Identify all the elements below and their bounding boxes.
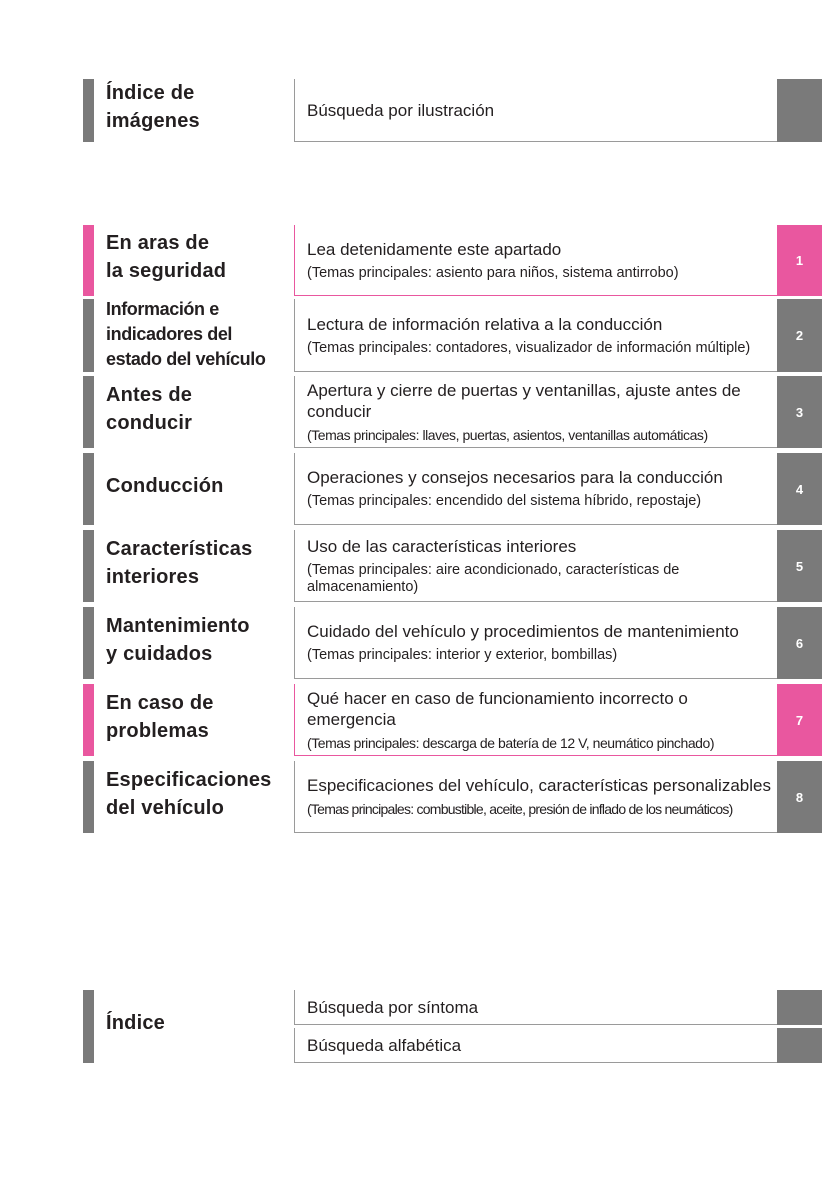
chapter-number: 4 bbox=[795, 481, 804, 497]
section-bar bbox=[83, 299, 94, 372]
chapter-description: Cuidado del vehículo y procedimientos de mantenimiento bbox=[307, 622, 739, 641]
chapter-description-box[interactable] bbox=[294, 530, 777, 602]
chapter-tab[interactable] bbox=[777, 684, 822, 756]
chapter-description: Qué hacer en caso de funcionamiento incorrecto o emergencia bbox=[307, 688, 688, 729]
link-text: Búsqueda por ilustración bbox=[307, 101, 495, 120]
title-line: problemas bbox=[106, 720, 209, 742]
chapter-number: 3 bbox=[795, 404, 804, 420]
chapter-tab[interactable] bbox=[777, 376, 822, 448]
chapter-description: Lea detenidamente este apartado bbox=[307, 239, 562, 259]
title-line: indicadores del bbox=[106, 323, 233, 344]
chapter-tab[interactable] bbox=[777, 530, 822, 602]
chapter-title[interactable] bbox=[106, 607, 291, 673]
section-bar bbox=[83, 684, 94, 756]
title-line: imágenes bbox=[106, 110, 200, 132]
chapter-topics: (Temas principales: contadores, visualizador de información múltiple) bbox=[307, 339, 751, 356]
chapter-description-box[interactable] bbox=[294, 453, 777, 525]
section-bar bbox=[83, 761, 94, 833]
title-line: Información e bbox=[106, 298, 219, 319]
chapter-number: 8 bbox=[795, 789, 804, 805]
chapter-tab[interactable] bbox=[777, 761, 822, 833]
chapter-topics: (Temas principales: interior y exterior, bombillas) bbox=[307, 647, 618, 663]
chapter-description: Operaciones y consejos necesarios para la conducción bbox=[307, 468, 723, 487]
chapter-tab[interactable] bbox=[777, 299, 822, 372]
chapter-title[interactable] bbox=[106, 296, 291, 372]
title-line: Antes de bbox=[106, 384, 193, 406]
chapter-title[interactable] bbox=[106, 376, 291, 442]
title-line: Conducción bbox=[106, 475, 224, 497]
chapter-title[interactable] bbox=[106, 225, 291, 289]
section-bar bbox=[83, 376, 94, 448]
index-tab-alphabetic[interactable] bbox=[777, 1028, 822, 1063]
chapter-number: 1 bbox=[795, 253, 804, 268]
title-line: la seguridad bbox=[106, 260, 227, 282]
chapter-topics: (Temas principales: aire acondicionado, características de almacenamiento) bbox=[307, 561, 680, 595]
title-line: Mantenimiento bbox=[106, 615, 250, 637]
chapter-topics: (Temas principales: encendido del sistema híbrido, repostaje) bbox=[307, 493, 702, 509]
title-line: estado del vehículo bbox=[106, 348, 266, 369]
chapter-number: 5 bbox=[795, 558, 804, 574]
chapter-title[interactable] bbox=[106, 453, 291, 519]
link-text: Búsqueda por síntoma bbox=[307, 997, 479, 1017]
chapter-number: 7 bbox=[795, 712, 804, 728]
chapter-tab[interactable] bbox=[777, 453, 822, 525]
index-tab-symptom[interactable] bbox=[777, 990, 822, 1025]
chapter-description: Apertura y cierre de puertas y ventanillas, ajuste antes de conducir bbox=[307, 380, 741, 421]
index-link-alphabetic[interactable] bbox=[294, 1028, 777, 1063]
chapter-topics: (Temas principales: descarga de batería de 12 V, neumático pinchado) bbox=[307, 734, 715, 751]
section-bar bbox=[83, 607, 94, 679]
chapter-description: Lectura de información relativa a la conducción bbox=[307, 314, 663, 334]
title-line: conducir bbox=[106, 412, 193, 434]
section-bar bbox=[83, 990, 94, 1063]
image-index-link[interactable] bbox=[294, 79, 777, 142]
chapter-description-box[interactable] bbox=[294, 225, 777, 296]
section-bar bbox=[83, 453, 94, 525]
chapter-title[interactable] bbox=[106, 530, 291, 596]
chapter-number: 6 bbox=[795, 635, 804, 651]
title-line: Índice bbox=[106, 1012, 165, 1034]
title-line: Características bbox=[106, 538, 253, 560]
image-index-tab[interactable] bbox=[777, 79, 822, 142]
title-line: En aras de bbox=[106, 232, 210, 254]
section-bar bbox=[83, 225, 94, 296]
title-line: interiores bbox=[106, 566, 200, 588]
title-line: y cuidados bbox=[106, 643, 213, 665]
chapter-description-box[interactable] bbox=[294, 376, 777, 448]
index-link-symptom[interactable] bbox=[294, 990, 777, 1025]
chapter-tab[interactable] bbox=[777, 225, 822, 296]
index-title bbox=[106, 990, 291, 1056]
title-line: Especificaciones bbox=[106, 769, 272, 791]
title-line: En caso de bbox=[106, 692, 214, 714]
link-text: Búsqueda alfabética bbox=[307, 1035, 462, 1055]
image-index-title bbox=[106, 79, 291, 135]
chapter-title[interactable] bbox=[106, 684, 291, 750]
chapter-tab[interactable] bbox=[777, 607, 822, 679]
section-bar bbox=[83, 79, 94, 142]
chapter-topics: (Temas principales: combustible, aceite, presión de inflado de los neumáticos) bbox=[307, 801, 733, 817]
chapter-description: Uso de las características interiores bbox=[307, 536, 577, 556]
chapter-number: 2 bbox=[795, 328, 804, 343]
chapter-topics: (Temas principales: asiento para niños, sistema antirrobo) bbox=[307, 264, 679, 281]
chapter-description-box[interactable] bbox=[294, 299, 777, 372]
section-bar bbox=[83, 530, 94, 602]
chapter-title[interactable] bbox=[106, 761, 291, 827]
chapter-description: Especificaciones del vehículo, características personalizables bbox=[307, 776, 771, 795]
chapter-topics: (Temas principales: llaves, puertas, asientos, ventanillas automáticas) bbox=[307, 426, 708, 443]
chapter-description-box[interactable] bbox=[294, 684, 777, 756]
chapter-description-box[interactable] bbox=[294, 607, 777, 679]
title-line: del vehículo bbox=[106, 797, 224, 819]
title-line: Índice de bbox=[106, 82, 195, 104]
chapter-description-box[interactable] bbox=[294, 761, 777, 833]
